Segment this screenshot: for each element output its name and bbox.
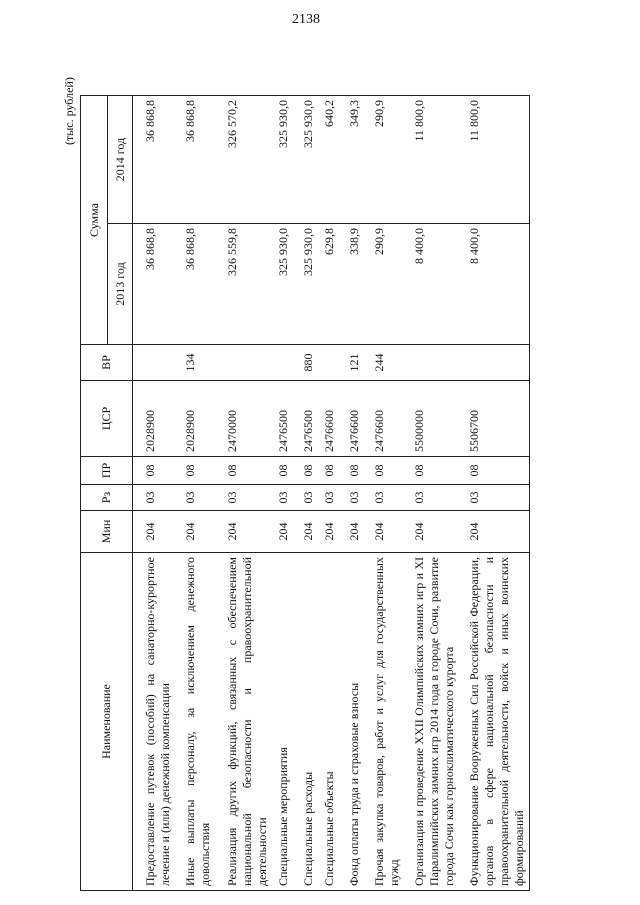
- page-number: 2138: [292, 12, 320, 27]
- cell-name: Реализация других функций, связанных с обеспечением национальной безопасности и правоохранительной деятельности: [215, 553, 272, 891]
- table-row: [364, 95, 404, 890]
- table-row: [215, 95, 272, 890]
- cell-pr: 08: [175, 457, 215, 485]
- cell-y2014: 290,9: [364, 95, 404, 223]
- cell-rz: 03: [339, 485, 364, 511]
- cell-y2013: 325 930,0: [293, 224, 318, 345]
- cell-csr: 2028900: [133, 381, 176, 457]
- cell-min: 204: [339, 511, 364, 553]
- header-name: Наименование: [81, 553, 133, 891]
- cell-y2014: 36 868,8: [175, 95, 215, 223]
- header-rz: Рз: [81, 485, 133, 511]
- header-year-2014: 2014 год: [108, 95, 133, 223]
- units-label: (тыс. рублей): [62, 77, 76, 145]
- cell-csr: 2476600: [339, 381, 364, 457]
- cell-name: Фонд оплаты труда и страховые взносы: [339, 553, 364, 891]
- cell-name: Организация и проведение XXII Олимпийских зимних игр и XI Паралимпийских зимних игр 2014 года в городе Сочи, развитие города Сочи как горноклиматического курорта: [404, 553, 459, 891]
- header-year-2013: 2013 год: [108, 224, 133, 345]
- cell-min: 204: [175, 511, 215, 553]
- cell-name: Прочая закупка товаров, работ и услуг для государственных нужд: [364, 553, 404, 891]
- header-vr: ВР: [81, 345, 133, 381]
- cell-name: Специальные объекты: [318, 553, 339, 891]
- cell-y2013: 326 559,8: [215, 224, 272, 345]
- cell-csr: 2470000: [215, 381, 272, 457]
- cell-y2013: 8 400,0: [459, 224, 530, 345]
- cell-rz: 03: [215, 485, 272, 511]
- cell-y2013: 290,9: [364, 224, 404, 345]
- header-csr: ЦСР: [81, 381, 133, 457]
- cell-vr: 880: [293, 345, 318, 381]
- header-pr: ПР: [81, 457, 133, 485]
- cell-csr: 2476600: [364, 381, 404, 457]
- table-row: [459, 95, 530, 890]
- table-row: [175, 95, 215, 890]
- table-row: [272, 95, 293, 890]
- table-row: [318, 95, 339, 890]
- table-row: [404, 95, 459, 890]
- cell-csr: 2028900: [175, 381, 215, 457]
- cell-pr: 08: [339, 457, 364, 485]
- cell-min: 204: [459, 511, 530, 553]
- cell-vr: 121: [339, 345, 364, 381]
- budget-table: [80, 95, 530, 891]
- cell-y2014: 325 930,0: [293, 95, 318, 223]
- table-row: [339, 95, 364, 890]
- cell-y2014: 326 570,2: [215, 95, 272, 223]
- cell-vr: [272, 345, 293, 381]
- cell-name: Специальные мероприятия: [272, 553, 293, 891]
- table-row: [133, 95, 176, 890]
- cell-csr: 2476500: [272, 381, 293, 457]
- cell-y2014: 36 868,8: [133, 95, 176, 223]
- cell-csr: 2476500: [293, 381, 318, 457]
- cell-y2014: 325 930,0: [272, 95, 293, 223]
- header-min: Мин: [81, 511, 133, 553]
- cell-rz: 03: [272, 485, 293, 511]
- cell-y2014: 640,2: [318, 95, 339, 223]
- cell-pr: 08: [215, 457, 272, 485]
- cell-vr: 244: [364, 345, 404, 381]
- cell-name: Иные выплаты персоналу, за исключением денежного довольствия: [175, 553, 215, 891]
- cell-pr: 08: [133, 457, 176, 485]
- cell-rz: 03: [175, 485, 215, 511]
- cell-y2014: 11 800,0: [404, 95, 459, 223]
- cell-csr: 5500000: [404, 381, 459, 457]
- cell-csr: 5506700: [459, 381, 530, 457]
- cell-pr: 08: [318, 457, 339, 485]
- cell-min: 204: [215, 511, 272, 553]
- header-sum: Сумма: [81, 95, 108, 344]
- cell-csr: 2476600: [318, 381, 339, 457]
- cell-pr: 08: [293, 457, 318, 485]
- cell-y2014: 11 800,0: [459, 95, 530, 223]
- cell-rz: 03: [133, 485, 176, 511]
- cell-vr: [404, 345, 459, 381]
- cell-pr: 08: [459, 457, 530, 485]
- cell-rz: 03: [459, 485, 530, 511]
- cell-name: Функционирование Вооруженных Сил Российской Федерации, органов в сфере национальной безопасности и правоохранительной деятельности, войск и иных воинских формирований: [459, 553, 530, 891]
- cell-min: 204: [364, 511, 404, 553]
- cell-vr: [459, 345, 530, 381]
- table-row: [293, 95, 318, 890]
- cell-min: 204: [272, 511, 293, 553]
- cell-vr: [133, 345, 176, 381]
- cell-min: 204: [318, 511, 339, 553]
- cell-rz: 03: [318, 485, 339, 511]
- cell-pr: 08: [272, 457, 293, 485]
- cell-y2013: 338,9: [339, 224, 364, 345]
- cell-rz: 03: [404, 485, 459, 511]
- cell-pr: 08: [404, 457, 459, 485]
- cell-y2013: 8 400,0: [404, 224, 459, 345]
- cell-vr: [215, 345, 272, 381]
- cell-min: 204: [293, 511, 318, 553]
- cell-y2013: 36 868,8: [133, 224, 176, 345]
- cell-pr: 08: [364, 457, 404, 485]
- cell-vr: 134: [175, 345, 215, 381]
- cell-vr: [318, 345, 339, 381]
- cell-y2013: 325 930,0: [272, 224, 293, 345]
- cell-rz: 03: [293, 485, 318, 511]
- cell-y2014: 349,3: [339, 95, 364, 223]
- cell-min: 204: [404, 511, 459, 553]
- cell-y2013: 629,8: [318, 224, 339, 345]
- cell-rz: 03: [364, 485, 404, 511]
- cell-y2013: 36 868,8: [175, 224, 215, 345]
- cell-min: 204: [133, 511, 176, 553]
- cell-name: Предоставление путевок (пособий) на санаторно-курортное лечение и (или) денежной компенсации: [133, 553, 176, 891]
- cell-name: Специальные расходы: [293, 553, 318, 891]
